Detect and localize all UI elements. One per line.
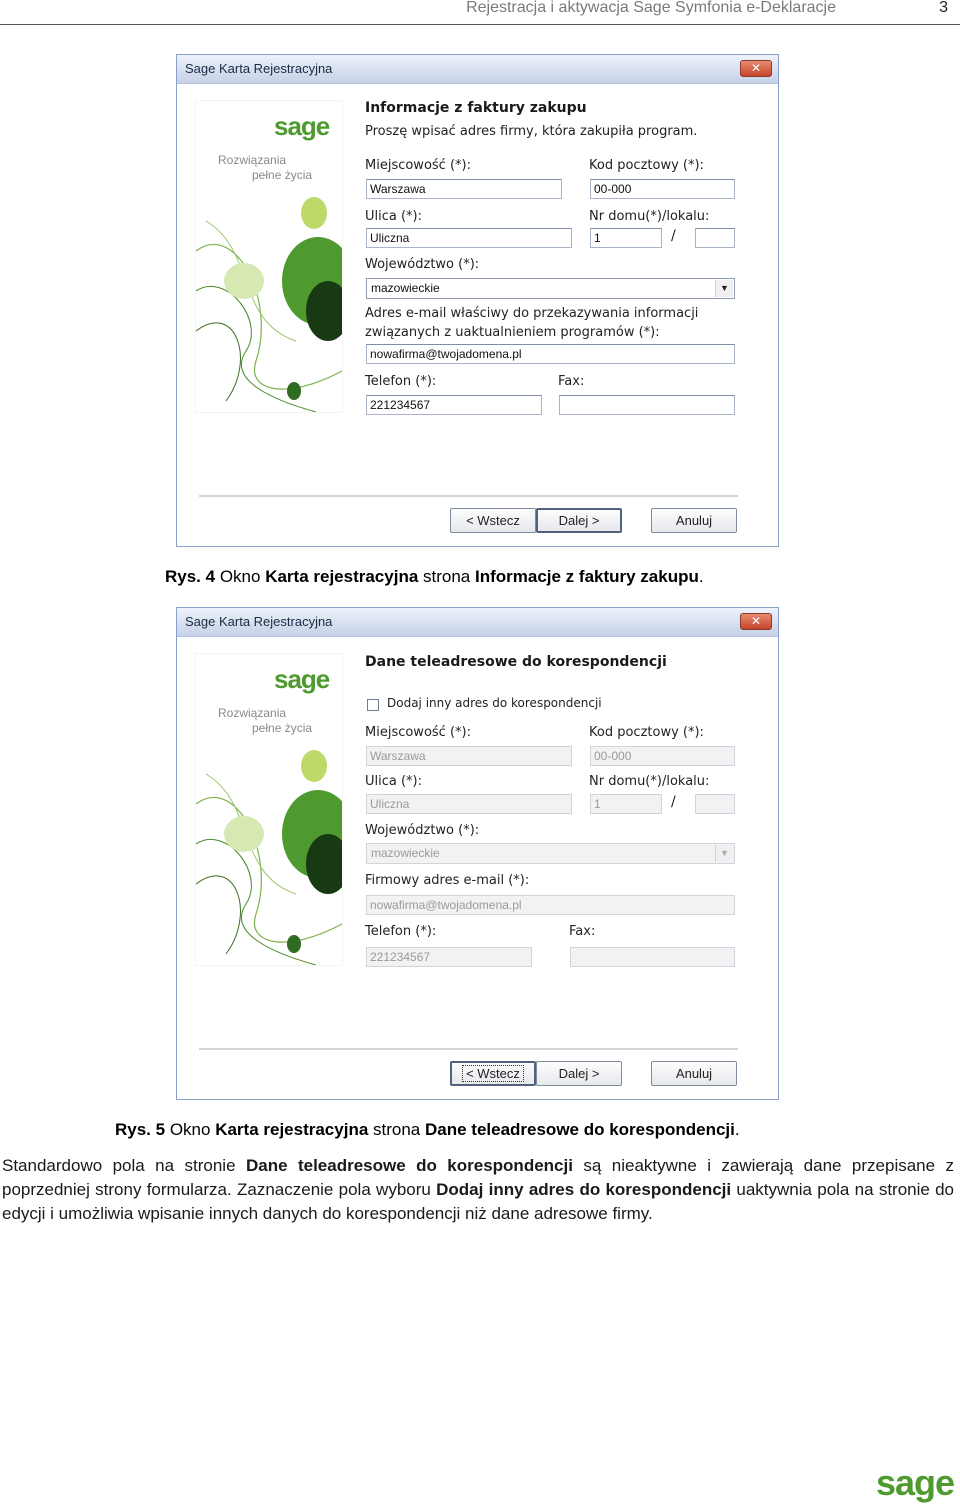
caption-text: . xyxy=(698,567,704,586)
header-divider xyxy=(0,24,960,25)
phone-label: Telefon (*): xyxy=(365,374,437,389)
email-input[interactable]: nowafirma@twojadomena.pl xyxy=(366,895,735,915)
body-paragraph xyxy=(2,1154,954,1226)
close-button[interactable]: ✕ xyxy=(740,60,772,77)
city-input[interactable]: Warszawa xyxy=(366,746,572,766)
slash-separator: / xyxy=(671,228,676,244)
back-button-label: < Wstecz xyxy=(463,1066,523,1081)
back-button[interactable] xyxy=(450,508,536,533)
house-number-label: Nr domu(*)/lokalu: xyxy=(589,774,710,789)
caption-bold: Dane teleadresowe do korespondencji xyxy=(424,1120,735,1139)
house-number-label: Nr domu(*)/lokalu: xyxy=(589,209,710,224)
street-label: Ulica (*): xyxy=(365,774,423,789)
email-label-line1: Adres e-mail właściwy do przekazywania informacji xyxy=(365,306,699,321)
province-label: Województwo (*): xyxy=(365,823,480,838)
postal-code-input[interactable]: 00-000 xyxy=(590,746,735,766)
paragraph-text: są nieaktywne i zawierają dane przepisane z poprzedniej strony formularza. Zaznaczenie pola wyboru xyxy=(2,1156,955,1199)
sage-logo: sage xyxy=(274,111,330,141)
add-address-checkbox[interactable] xyxy=(367,699,379,711)
button-separator xyxy=(199,1048,738,1051)
caption-prefix: Rys. 4 xyxy=(165,567,216,586)
province-select[interactable] xyxy=(366,278,735,299)
window-title: Sage Karta Rejestracyjna xyxy=(185,61,333,76)
figure-caption-5 xyxy=(115,1120,740,1140)
postal-code-label: Kod pocztowy (*): xyxy=(589,725,704,740)
instruction-text: Proszę wpisać adres firmy, która zakupiła program. xyxy=(365,124,698,139)
cancel-button[interactable] xyxy=(651,508,737,533)
cancel-button-label: Anuluj xyxy=(675,1066,713,1081)
title-bar xyxy=(177,55,778,84)
button-separator xyxy=(199,495,738,498)
email-input[interactable]: nowafirma@twojadomena.pl xyxy=(366,344,735,364)
fax-label: Fax: xyxy=(558,374,585,389)
tagline-line2: pełne życia xyxy=(252,721,313,735)
add-address-checkbox-label[interactable]: Dodaj inny adres do korespondencji xyxy=(387,696,602,710)
postal-code-input[interactable]: 00-000 xyxy=(590,179,735,199)
paragraph-text: uaktywnia pola na stronie do edycji i umożliwia wpisanie innych danych do korespondencji niż dane adresowe firmy. xyxy=(2,1180,955,1223)
caption-bold: Karta rejestracyjna xyxy=(265,567,419,586)
slash-separator: / xyxy=(671,794,676,810)
phone-input[interactable]: 221234567 xyxy=(366,395,542,415)
apartment-number-input[interactable] xyxy=(695,794,735,814)
tagline-line1: Rozwiązania xyxy=(218,706,287,720)
chevron-down-icon[interactable]: ▼ xyxy=(715,280,733,297)
province-select[interactable] xyxy=(366,843,735,864)
city-label: Miejscowość (*): xyxy=(365,725,471,740)
window-title: Sage Karta Rejestracyjna xyxy=(185,614,333,629)
close-button[interactable]: ✕ xyxy=(740,613,772,630)
page-number: 3 xyxy=(939,0,948,16)
side-banner xyxy=(196,654,342,965)
next-button-label: Dalej > xyxy=(558,513,600,528)
caption-text: Okno xyxy=(215,567,266,586)
house-number-input[interactable]: 1 xyxy=(590,228,662,248)
decorative-leaves-graphic xyxy=(196,101,342,412)
apartment-number-input[interactable] xyxy=(695,228,735,248)
chevron-down-icon[interactable]: ▼ xyxy=(715,845,733,862)
province-value: mazowieckie xyxy=(371,281,440,295)
fax-input[interactable] xyxy=(559,395,735,415)
street-input[interactable]: Uliczna xyxy=(366,228,572,248)
section-title: Informacje z faktury zakupu xyxy=(365,100,587,116)
phone-input[interactable]: 221234567 xyxy=(366,947,532,967)
paragraph-bold: Dane teleadresowe do korespondencji xyxy=(245,1156,573,1175)
province-value: mazowieckie xyxy=(371,846,440,860)
postal-code-label: Kod pocztowy (*): xyxy=(589,158,704,173)
email-label: Firmowy adres e-mail (*): xyxy=(365,873,530,888)
cancel-button[interactable] xyxy=(651,1061,737,1086)
email-label-line2: związanych z uaktualnieniem programów (*): xyxy=(365,325,660,340)
next-button[interactable] xyxy=(536,508,622,533)
registration-dialog-correspondence xyxy=(176,607,779,1100)
caption-bold: Karta rejestracyjna xyxy=(215,1120,369,1139)
fax-input[interactable] xyxy=(570,947,735,967)
cancel-button-label: Anuluj xyxy=(675,513,713,528)
phone-label: Telefon (*): xyxy=(365,924,437,939)
city-input[interactable]: Warszawa xyxy=(366,179,562,199)
next-button[interactable] xyxy=(536,1061,622,1086)
street-label: Ulica (*): xyxy=(365,209,423,224)
section-title: Dane teleadresowe do korespondencji xyxy=(365,654,667,670)
registration-dialog-invoice xyxy=(176,54,779,547)
house-number-input[interactable]: 1 xyxy=(590,794,662,814)
caption-text: strona xyxy=(418,567,475,586)
figure-caption-4 xyxy=(165,567,704,587)
city-label: Miejscowość (*): xyxy=(365,158,471,173)
sage-logo: sage xyxy=(274,664,330,694)
side-banner xyxy=(196,101,342,412)
fax-label: Fax: xyxy=(569,924,596,939)
tagline-line1: Rozwiązania xyxy=(218,153,287,167)
paragraph-text: Standardowo pola na stronie xyxy=(2,1156,246,1175)
caption-bold: Informacje z faktury zakupu xyxy=(474,567,699,586)
street-input[interactable]: Uliczna xyxy=(366,794,572,814)
title-bar xyxy=(177,608,778,637)
caption-text: strona xyxy=(368,1120,425,1139)
next-button-label: Dalej > xyxy=(558,1066,600,1081)
decorative-leaves-graphic xyxy=(196,654,342,965)
paragraph-bold: Dodaj inny adres do korespondencji xyxy=(436,1180,732,1199)
back-button-label: < Wstecz xyxy=(466,513,520,528)
back-button[interactable] xyxy=(450,1061,536,1086)
caption-text: . xyxy=(734,1120,740,1139)
tagline-line2: pełne życia xyxy=(252,168,313,182)
caption-text: Okno xyxy=(165,1120,216,1139)
footer-sage-logo: sage xyxy=(875,1462,954,1503)
caption-prefix: Rys. 5 xyxy=(115,1120,166,1139)
province-label: Województwo (*): xyxy=(365,257,480,272)
document-header-title: Rejestracja i aktywacja Sage Symfonia e-Deklaracje xyxy=(466,0,836,16)
